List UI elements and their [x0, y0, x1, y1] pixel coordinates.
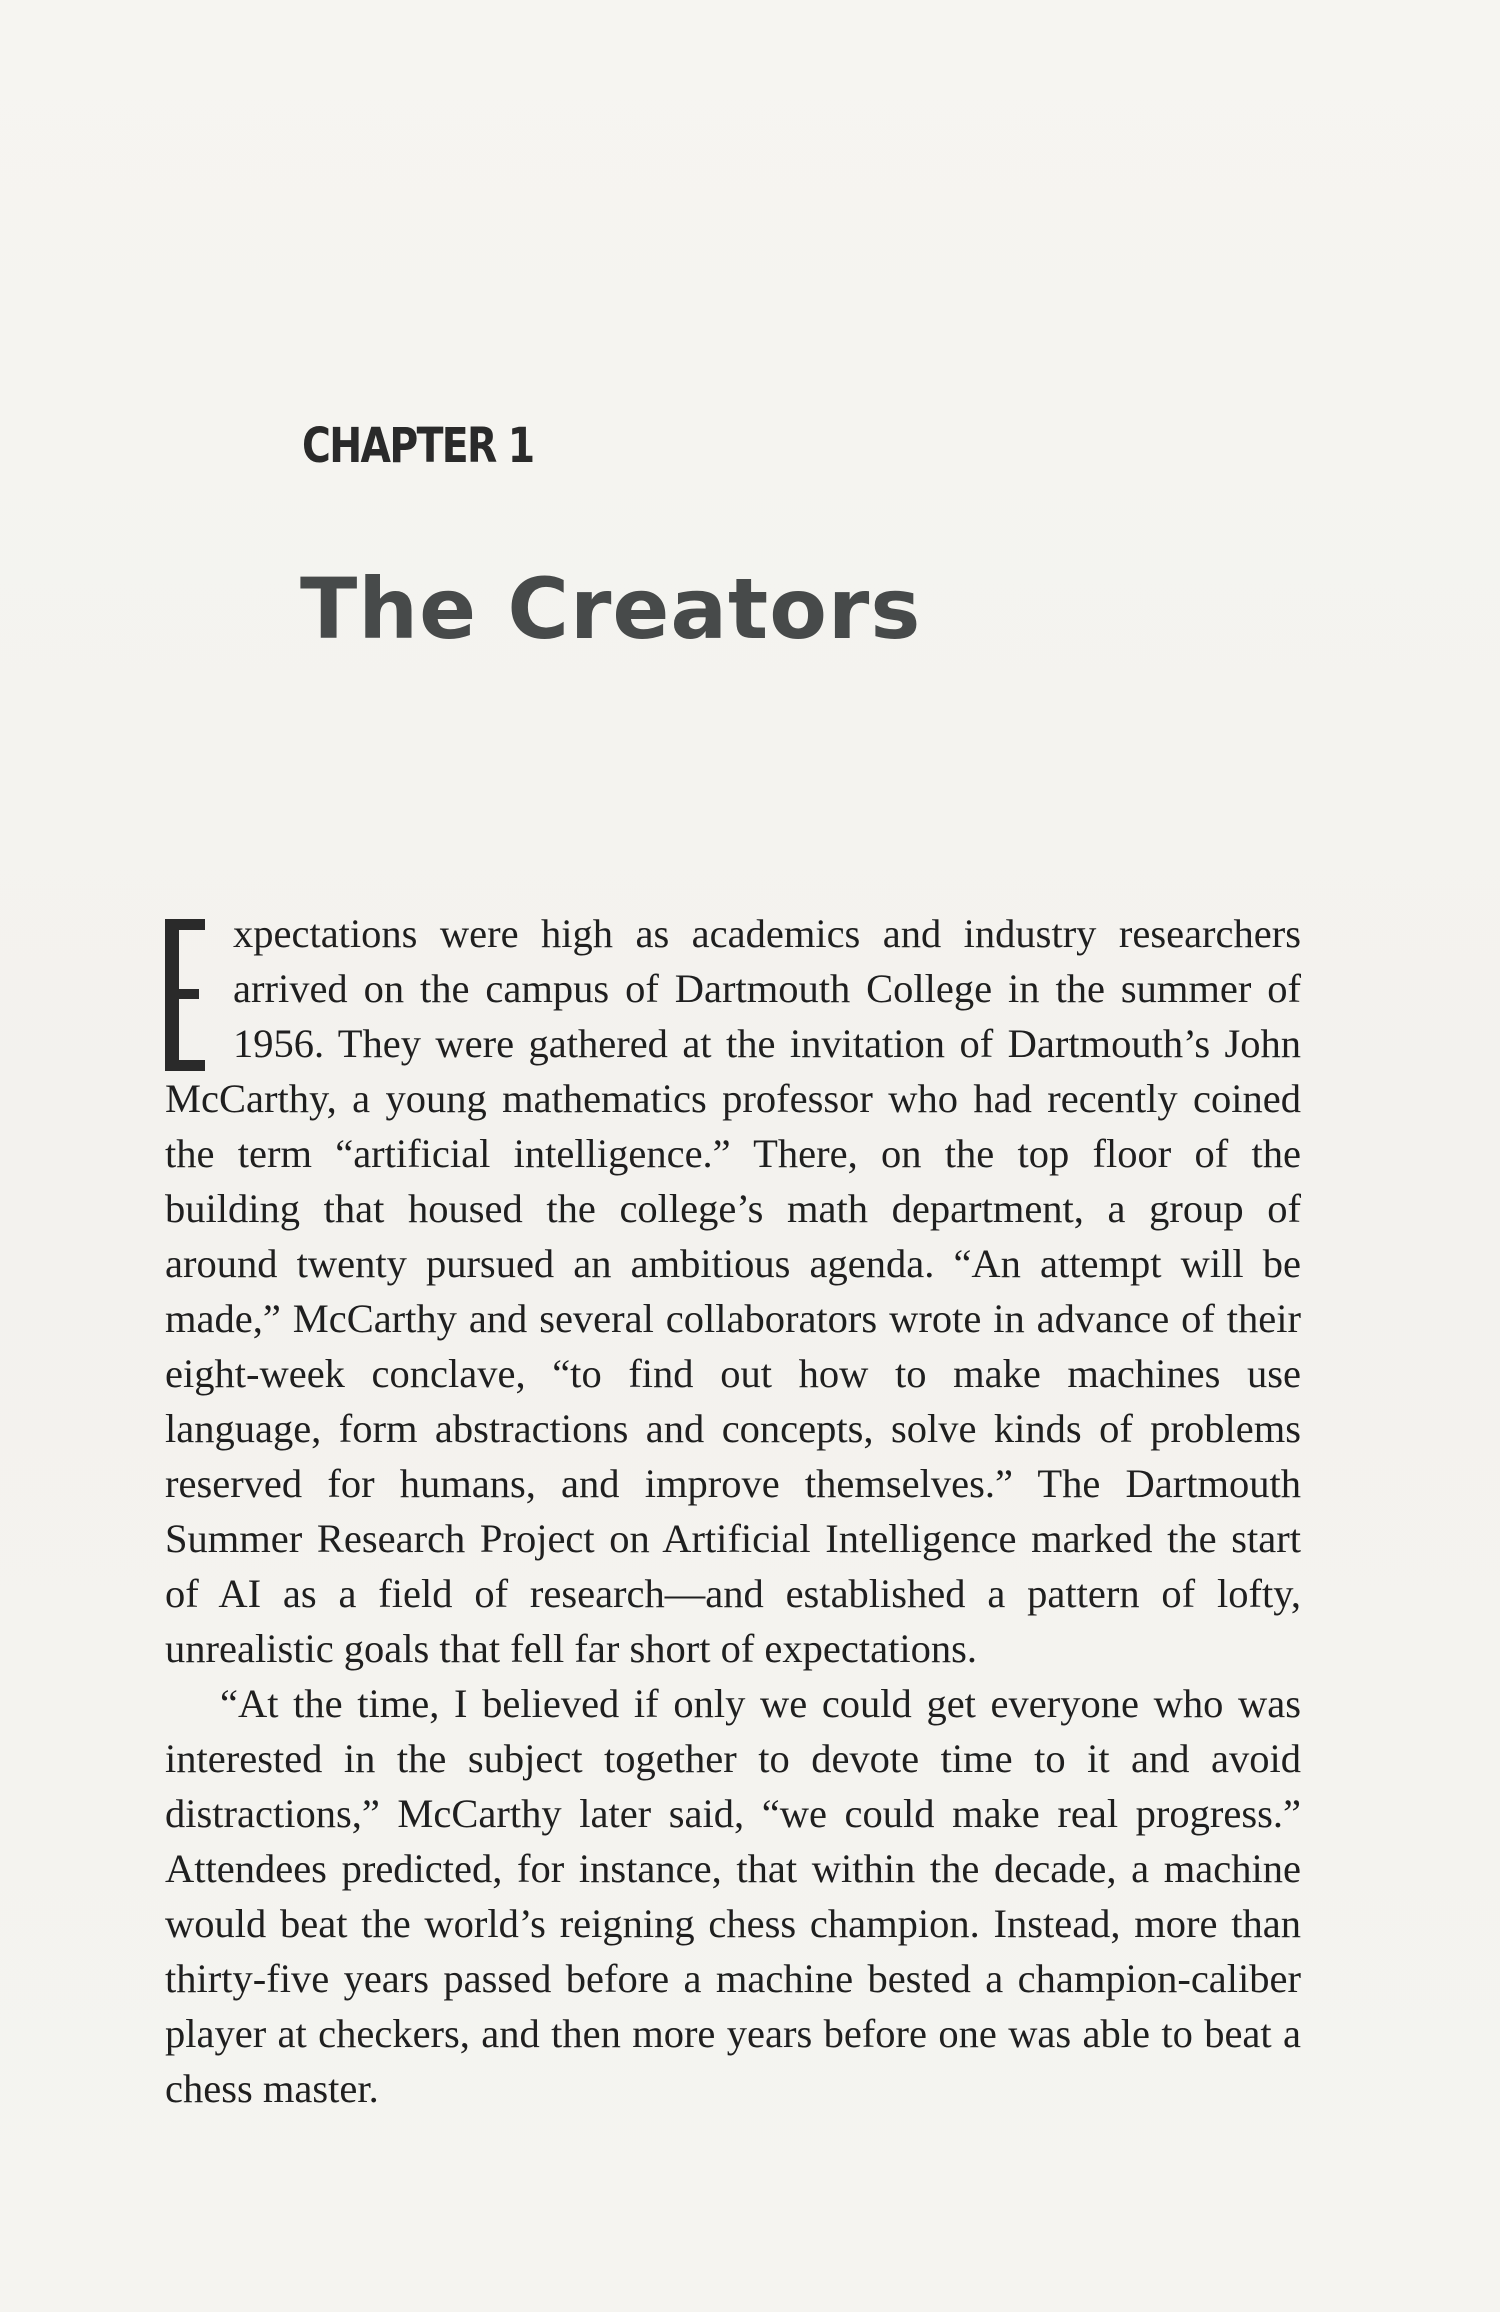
- paragraph-1-text: xpectations were high as academics and industry researchers arrived on the campus of Dartmouth College in the summer of 1956. They were gathered at the invitation of Dartmouth’s John McCarthy, a young mathematics professor who had recently coined the term “artificial intelligence.” There, on the top floor of the building that housed the college’s math department, a group of around twenty pursued an ambitious agenda. “An attempt will be made,” McCarthy and several collaborators wrote in advance of their eight-week conclave, “to find out how to make machines use language, form abstractions and concepts, solve kinds of problems reserved for humans, and improve themselves.” The Dartmouth Summer Research Project on Artificial Intelligence marked the start of AI as a field of research—and established a pattern of lofty, unrealistic goals that fell far short of expectations.: [165, 911, 1301, 1671]
- drop-cap-letter-e: [165, 919, 205, 1071]
- paragraph-2: “At the time, I believed if only we could get everyone who was interested in the subject together to devote time to it and avoid distractions,” McCarthy later said, “we could make real progress.” Attendees predicted, for instance, that within the decade, a machine would beat the world’s reigning chess champion. Instead, more than thirty-five years passed before a machine bested a champion-caliber player at checkers, and then more years before one was able to beat a chess master.: [165, 1681, 1301, 2111]
- chapter-label: CHAPTER 1: [302, 418, 534, 474]
- chapter-title: The Creators: [300, 560, 922, 658]
- chapter-body: [165, 906, 1301, 2116]
- paragraph-1: [165, 906, 1301, 1676]
- drop-cap: [165, 919, 205, 1071]
